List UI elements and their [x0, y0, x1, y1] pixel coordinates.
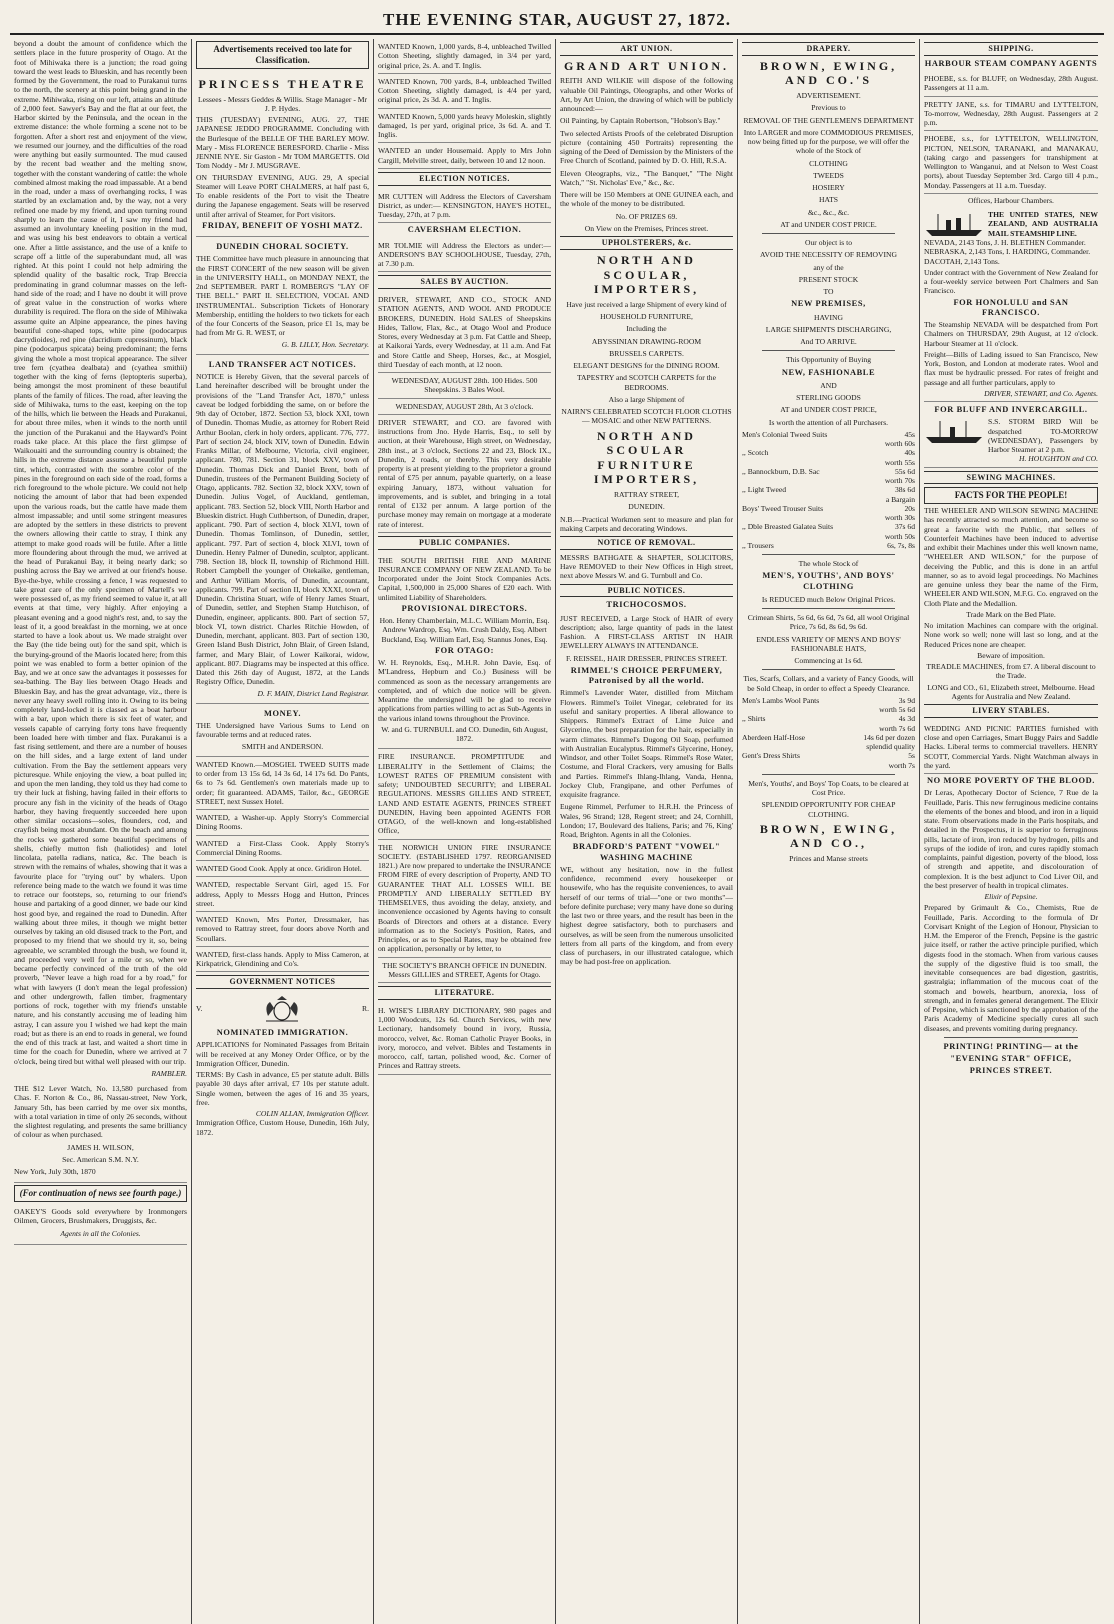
rimmel-body: Rimmel's Lavender Water, distilled from Mitcham Flowers. Rimmel's Toilet Vinegar, celebrated for its useful and sanitary properties. A liberal allowance to Shippers. Rimmel's Extract of Lime Juice and Glycerine, the best preparation for the hair, especially in warm climates. Rimmel's Dugong Oil Soap, perfumed with Australian Eucalyptus. Rimmel's Glycerine, Honey, Windsor, and other Toilet Soaps. Rimmel's Rose Water, Costume, and Floral Crackers, very amusing for Balls and Parties. Rimmel's Ihlang-Ihlang, Vanda, Henna, Jockey Club, Frangipane, and other Perfumes of exquisite fragrance. [560, 688, 733, 799]
price-list-2 [742, 696, 915, 770]
brown-ewing-title-2: BROWN, EWING, AND CO., [759, 821, 898, 851]
removal-header: NOTICE OF REMOVAL. [560, 536, 733, 550]
price-worth: splendid quality [866, 742, 915, 751]
fire-insurance-ad: FIRE INSURANCE. PROMPTITUDE and LIBERALITY in the Settlement of Claims; the LOWEST RATES OF PREMIUM consistent with safety; UNDOUBTED SECURITY; and LIBERAL REGULATIONS. MESSRS GILLIES AND STREET, LAND AND ESTATE AGENTS, PRINCES STREET DUNEDIN, Having been appointed AGENTS FOR OTAGO, of the well-known and long-established Office, [378, 749, 551, 839]
price-worth: worth 55s [884, 457, 915, 467]
livery-header: LIVERY STABLES. [924, 704, 1098, 718]
price-row [742, 504, 915, 513]
price-item: ,, Dble Breasted Galatea Suits [742, 522, 834, 532]
fashionable: NEW, FASHIONABLE [781, 367, 876, 377]
immigration-body: APPLICATIONS for Nominated Passages from Britain will be received at any Money Order Office, or by the Immigration Officer, Dunedin. [196, 1040, 369, 1068]
money-sig: SMITH and ANDERSON. [241, 741, 324, 751]
trichocosmos: TRICHOCOSMOS. [606, 600, 687, 610]
advertisement-line: ADVERTISEMENT. [796, 91, 861, 100]
price-row [742, 696, 915, 705]
watch-date: New York, July 30th, 1870 [14, 1167, 96, 1176]
wedding-ad: WEDDING AND PICNIC PARTIES furnished with close and open Carriages, Smart Buggy Pairs and Saddle Hacks. Liberal terms to commercial travellers. HENRY SCOTT, Commercial Yards. Night Watchman always in the yard. [924, 721, 1098, 774]
price-value: 14s 6d per dozen [863, 732, 915, 742]
members: There will be 150 Members at ONE GUINEA each, and the whole of the money to be distributed. [560, 190, 733, 209]
inglis-ad-2: WANTED Known, 700 yards, 8-4, unbleached Twilled Cotton Sheeting, slightly damaged, is 4/4 per yard, original price, 2s 3d. A. and T. Inglis. [378, 74, 551, 109]
price-value: 20s [904, 503, 915, 513]
branch-office: THE SOCIETY'S BRANCH OFFICE IN DUNEDIN. Messrs GILLIES and STREET, Agents for Otago. [378, 958, 551, 984]
housemaid-ad: WANTED an under Housemaid. Apply to Mrs John Cargill, Melville street, daily, between 10 and 12 noon. [378, 143, 551, 169]
column-3 [374, 39, 556, 1624]
price-row [742, 522, 915, 531]
avoid-line: AVOID THE NECESSITY OF REMOVING [760, 250, 897, 260]
treadle-line: TREADLE MACHINES, from £7. A liberal discount to the Trade. [926, 662, 1096, 681]
tapestry: TAPESTRY and SCOTCH CARPETS for the BEDROOMS. [577, 373, 716, 392]
hosiery: HOSIERY [812, 183, 845, 192]
etc: &c., &c., &c. [807, 207, 850, 217]
at-under-cost: AT and UNDER COST PRICE, [780, 405, 877, 415]
crest-r: R. [362, 1004, 369, 1014]
household: HOUSEHOLD FURNITURE, [600, 312, 693, 321]
contract-line: Under contract with the Government of New Zealand for a four-weekly service between Port Chalmers and San Francisco. [924, 267, 1098, 296]
turnbull-sig: W. and G. TURNBULL and CO. Dunedin, 6th August, 1872. [381, 724, 548, 743]
price-item: ,, Light Tweed [742, 485, 787, 495]
upholsterers-header: UPHOLSTERERS, &c. [560, 236, 733, 250]
facts-head: FACTS FOR THE PEOPLE! [924, 487, 1098, 504]
price-row [742, 467, 915, 476]
price-worth: worth 5s 6d [879, 705, 915, 714]
price-value: 6s, 7s, 8s [887, 540, 915, 550]
price-row [742, 448, 915, 457]
money-head: MONEY. [263, 708, 302, 718]
north-body: Have just received a large Shipment of every kind of [566, 299, 727, 309]
wanted-ad-5: WANTED, respectable Servant Girl, aged 15. For address, Apply to Messrs Hogg and Hutton, Princes street. [196, 877, 369, 912]
price-item: Gent's Dress Shirts [742, 751, 800, 761]
elegant: ELEGANT DESIGNS for the DINING ROOM. [573, 361, 720, 370]
also-shipment: Also a large Shipment of [608, 394, 685, 404]
price-worth: worth 60s [884, 439, 915, 448]
royal-crest-icon [260, 994, 304, 1024]
driver-ad-2: DRIVER STEWART, and CO. are favored with instructions from Jno. Hyde Harris, Esq., to sell by auction, at their Warehouse, High street, on Wednesday, 28th inst., at 3 o'clock, Sections 22 and 23, Block IX., Dunedin, 2 roads, or thereby. This very desirable property is at present yielding to the proprietor a ground rental of £75 per annum, payable quarterly, on a lease expiring January, 1873, without valuation for improvements, and is sublet, and bringing in a total rental of £132 per annum. A large portion of the purchase money may remain on mortgage at a moderate rate of interest. [378, 415, 551, 533]
including: Including the [626, 324, 667, 334]
continuation-note: (For continuation of news see fourth page.) [14, 1185, 187, 1202]
tweeds: TWEEDS [813, 170, 844, 180]
at-cost: AT and UNDER COST PRICE. [780, 219, 877, 229]
public-companies-header: PUBLIC COMPANIES. [378, 536, 551, 550]
thursday-steamer: ON THURSDAY EVENING, AUG. 29, A special Steamer will Leave PORT CHALMERS, at half past 6, To enable residents of the Port to visit the Theatre during the Japanese engagement. Seats will be reserved until after arrival of Steamer, for Port visitors. [196, 172, 369, 219]
price-value: 38s 6d [894, 485, 915, 495]
driver-ad-1: DRIVER, STEWART, AND CO., STOCK AND STATION AGENTS, AND WOOL AND PRODUCE BROKERS, DUNEDIN. Hold SALES of Sheepskins Hides, Tallow, Flax, &c., at Otago Wool and Produce Stores, every Wednesday at 3 p.m. Fat Cattle and Sheep, at Kaikorai Yards, every Wednesday, at 11 a.m. And Fat and Store Cattle and Sheep, Horses, &c., at Mosgiel, third Tuesday of each month, at 12 noon. [378, 292, 551, 373]
land-body: NOTICE is Hereby Given, that the several parcels of Land hereinafter described will be brought under the provisions of the "Land Transfer Act, 1870," unless caveat be lodged forbidding the same, on or before the 9th day of October, 1872. Section 53, block XXI, town of Dunedin. Thomas Mudie, as attorney for Robert Reid Arthur Boolan, clerk in holy orders, applicant. 776, 777. Part of section 24, block XIV, town of Dunedin. Edwin Franks Millar, of Melbourne, Victoria, civil engineer, applicant. 780, 781. Section 31, block XXV, town of Dunedin. Thomas Dick and Daniel Brent, both of Dunedin, trustees of the Permanent Building Society of Otago, applicants. 782. Section 32, block XXV, town of Dunedin. Julius Vogel, of Auckland, gentleman, applicant. 783. Section 52, block VIII, North Harbor and Blueskin district. Hugh Cuthbertson, of Dunedin, draper, applicant. 790. Part of section 4, block XLVI, town of Dunedin. Thomas Tomlinson, of Dunedin, settler, applicant. 797. Part of section 4, block XLVI, town of Dunedin. Henry Palmer of Dunedin, sculptor, applicant. 798. Section 18, block II, township of Richmond Hill. Robert Campbell the younger of Otekaike, gentleman, and Arthur William Morris, of Dunedin, accountant, applicants. 799. Part of section II, block XXXI, town of Dunedin. Christina Stuart, wife of Henry James Stuart, of Dunedin, settler, and Stephen Stamp Hutchison, of Dunedin, engineer, applicants. 800. Part of section 57, block VI, town district. Charles Ritchie Howden, of Dunedin, merchant, applicant. 803. Part of section 130, Green Island Bush District, John Blair, of Green Island, farmer, and Mary Blair, of Lower Kaikorai, widow, applicant. 807. Diagrams may be inspected at this office. Dated this 26th day of August, 1872, at the Lands Registry Office, Dunedin. [196, 372, 369, 687]
land-transfer-ad [196, 355, 369, 704]
divider [762, 554, 895, 555]
price-item: ,, Shirts [742, 714, 766, 724]
bathgate-ad: MESSRS BATHGATE & SHAPTER, SOLICITORS, Have REMOVED to their New Offices in High street, next above Messrs W. and G. Turnbull and Co. [560, 552, 733, 581]
elixir-head: Elixir of Pepsine. [984, 892, 1038, 902]
overcoats-line: Men's, Youths', and Boys' Top Coats, to be cleared at Cost Price. [748, 778, 909, 797]
long-co: LONG and CO., 61, Elizabeth street, Melbourne. Head Agents for Australia and New Zealand. [927, 682, 1095, 701]
north-scoular-title: NORTH AND SCOULAR, IMPORTERS, [593, 252, 700, 297]
divider [762, 608, 895, 609]
harbour-steam: HARBOUR STEAM COMPANY AGENTS [924, 58, 1098, 68]
sterling: STERLING GOODS [796, 393, 861, 402]
choral-sig: G. B. LILLY, Hon. Secretary. [281, 339, 369, 349]
cutten-ad: MR CUTTEN will Address the Electors of Caversham District, as under:— KENSINGTON, HAYE'S HOTEL, Tuesday, 27th, at 7 p.m. [378, 189, 551, 224]
theatre-body: THIS (TUESDAY) EVENING, AUG. 27, THE JAPANESE JEDDO PROGRAMME. Concluding with the Burlesque of the BELLE OF THE BARLEY MOW. Mary - Miss FLORENCE BERESFORD. Charlie - Miss JENNIE NYE. Sir Gaston - Mr TOM MARGETTS. Old Tom Noddy - Mr J. MUSGRAVE. [196, 115, 369, 171]
column-6 [920, 39, 1102, 1624]
price-value: 37s 6d [894, 522, 915, 532]
steamship-icon [924, 419, 984, 445]
bluff-head: FOR BLUFF AND INVERCARGILL. [934, 405, 1088, 414]
inglis-ad-3: WANTED Known, 5,000 yards heavy Moleskin, slightly damaged, 1s per yard, original price, 3s 6d. A. and T. Inglis. [378, 109, 551, 144]
princes-street: PRINCES STREET. [969, 1066, 1053, 1076]
price-item: ,, Bannockburn, D.B. Sac [742, 466, 820, 476]
wednesday-sale-1: WEDNESDAY, AUGUST 28th. 100 Hides. 500 Sheepskins. 3 Bales Wool. [378, 373, 551, 399]
removal-line: REMOVAL OF THE GENTLEMEN'S DEPARTMENT [743, 115, 914, 125]
wanted-ad-6: WANTED Known, Mrs Porter, Dressmaker, has removed to Rattray street, four doors above North and Scoullars. [196, 912, 369, 947]
nebraska-line: NEBRASKA, 2,143 Tons, I. HARDING, Commander. [924, 247, 1091, 257]
crest-row [196, 992, 369, 1026]
watch-sig-1: JAMES H. WILSON, [67, 1142, 134, 1152]
immigration-terms: TERMS: By Cash in advance, £5 per statute adult. Bills payable 30 days after arrival, £7 10s per statute adult. Single women, between the ages of 16 and 35 years, free. [196, 1070, 369, 1107]
united-states-ad [924, 207, 1098, 402]
dacotah-line: DACOTAH, 2,143 Tons. [924, 256, 1000, 266]
price-worth: a Bargain [885, 494, 915, 504]
benefit-line: FRIDAY, BENEFIT OF YOSHI MATZ. [202, 220, 363, 230]
price-value: 5s [908, 751, 915, 761]
divider [762, 669, 895, 670]
whole-stock: The whole Stock of [798, 559, 859, 568]
norwich-ad: THE NORWICH UNION FIRE INSURANCE SOCIETY. (ESTABLISHED 1797. REORGANISED 1821.) Are now prepared to undertake the INSURANCE FROM FIRE of every description of Property, AND TO GUARANTEE THAT ALL LOSSES WILL BE PROMPTLY AND LIBERALLY SETTLED BY THEMSELVES, thus avoiding the delay, anxiety, and inconvenience occasioned by Agents having to consult Boards of Directors and others at a distance. Every information as to the Society's Position, Rates, and Principles, or as to Special Rates, may be obtained free on application, personally or by letter, to [378, 840, 551, 958]
present-stock: PRESENT STOCK [798, 274, 859, 284]
brown-ewing-title: BROWN, EWING, AND CO.'S [759, 58, 898, 88]
and-line: AND [820, 380, 837, 390]
divider [762, 233, 895, 234]
price-worth: worth 50s [884, 531, 915, 541]
price-item: Men's Lambs Wool Pants [742, 695, 820, 705]
choral-body: THE Committee have much pleasure in announcing that the FIRST CONCERT of the new season will be given in the UNIVERSITY HALL, on MONDAY NEXT, the 2nd SEPTEMBER. PART I. ROMBERG'S "LAY OF THE BELL." PART II. SELECTION, VOCAL AND INSTRUMENTAL. Subscription Tickets of Honorary Membership, entitling the holders to two tickets for each of the four Concerts of the Season, price £1 1s, may be had from Mr G. R. WEST, or [196, 254, 369, 338]
rimmel-head: RIMMEL'S CHOICE PERFUMERY, Patronised by all the world. [570, 665, 723, 685]
land-sig: D. F. MAIN, District Land Registrar. [257, 688, 369, 698]
hats: HATS [819, 195, 838, 205]
price-value: 55s 6d [894, 466, 915, 476]
art-union-header: ART UNION. [560, 42, 733, 56]
price-row [742, 485, 915, 494]
oakey-ad [14, 1204, 187, 1245]
bradford-body: WE, without any hesitation, now in the fullest confidence, recommend every housekeeper or housewife, who has the requisite conveniences, to avail herself of our terms of trial—"one or two months"—before definite purchase; very many have done so during the last two or three years, and the result has been in the highest degree satisfactory, both to purchasers and ourselves, as will be seen from the numerous unsolicited letters from all parts of the kingdom, and from every class of purchasers, in our illustrated catalogue, which may be had post-free on application. [560, 864, 733, 967]
poverty-head: NO MORE POVERTY OF THE BLOOD. [926, 776, 1096, 786]
clothing: CLOTHING [809, 158, 848, 168]
offices-line: Offices, Harbour Chambers. [968, 195, 1054, 205]
elixir-body: Prepared by Grimault & Co., Chemists, Rue de Feuillade, Paris. According to the formula of Dr Corvisart Knight of the Legion of Honour, Physician to H.M. the Emperor of the French, Pepsine is the gastric juice itself, or rather the active principle purified, which digests food in the stomach. When from various causes the supply of the digestive fluid is too small, the inevitable consequences are bad digestion, gastritis, gastralgia; inflammation of the mucous coat of the stomach and bowels, heartburn, anorexia, loss of strength, and in females general derangement. The Elixir of Pepsine, which is sanctioned by the approbation of the Paris Academy of Medicine specially cures all such diseases, and prevents vomiting during pregnancy. [924, 903, 1098, 1033]
bradford-head: BRADFORD'S PATENT "VOWEL" WASHING MACHINE [572, 842, 721, 862]
brussels: BRUSSELS CARPETS. [609, 348, 684, 358]
public-notices-header: PUBLIC NOTICES. [560, 584, 733, 598]
oil-painting: Oil Painting, by Captain Robertson, "Hobson's Bay." [560, 116, 721, 126]
driver-agents: DRIVER, STEWART, and Co. Agents. [984, 388, 1098, 398]
imitation-line: No imitation Machines can compare with the original. None work so well; none will last so long, and at the Reduced Prices none are cheaper. [924, 621, 1098, 649]
reith-body: REITH AND WILKIE will dispose of the following valuable Oil Paintings, Oleographs, and other Works of Art, by Art Union, the drawing of which will be publicly announced:— [560, 76, 733, 114]
mens-youths: MEN'S, YOUTHS', AND BOYS' CLOTHING [762, 571, 895, 591]
wednesday-sale-2: WEDNESDAY, AUGUST 28th, At 3 o'clock. [378, 399, 551, 415]
price-row [742, 751, 915, 760]
price-item: Boys' Tweed Trouser Suits [742, 503, 824, 513]
rattray: RATTRAY STREET, [613, 490, 680, 499]
grand-art-union: GRAND ART UNION. [563, 58, 730, 73]
wanted-ad-3: WANTED a First-Class Cook. Apply Storry's Commercial Dining Rooms. [196, 836, 369, 862]
having-line: HAVING [814, 312, 843, 322]
into-premises: Into LARGER and more COMMODIOUS PREMISES, now being fitted up for the purpose, we will offer the whole of the Stock of [743, 127, 914, 156]
nb-line: N.B.—Practical Workmen sent to measure and plan for making Carpets and decorating Windows. [560, 514, 733, 533]
houghton-sig: H. HOUGHTON and CO. [1019, 454, 1098, 464]
dunedin-line: DUNEDIN. [628, 502, 665, 512]
nominated-head: NOMINATED IMMIGRATION. [216, 1028, 349, 1038]
masthead: THE EVENING STAR, AUGUST 27, 1872. [10, 6, 1104, 35]
nevada-line: NEVADA, 2143 Tons, J. H. BLETHEN Commander. [924, 238, 1086, 247]
phoebe-ad: PHOEBE, s.s. for BLUFF, on Wednesday, 28th August. Passengers at 11 a.m. [924, 71, 1098, 97]
phoebe-ad-2: PHOEBE, s.s., for LYTTELTON, WELLINGTON, PICTON, NELSON, TARANAKI, and MANAKAU, (taking cargo and passengers for transhipment at Wellington to Wanganui, and at Nelson to West Coast ports), about Tuesday September 3rd. Cargo till 4 p.m., Monday. Passengers at 11 a.m. Tuesday. [924, 131, 1098, 194]
wanted-ad-7: WANTED, first-class hands. Apply to Miss Cameron, at Kirkpatrick, Glendining and Co's. [196, 947, 369, 973]
auction-header: SALES BY AUCTION. [378, 275, 551, 289]
otago-body: W. H. Reynolds, Esq., M.H.R. John Davie, Esq. of M'Landress, Hepburn and Co.) Business will be commenced as soon as the necessary arrangements are completed, and of which due notice will be given. Meantime the undersigned will be glad to receive applications from parties willing to act as Sub-Agents in the various inland towns throughout the Province. [378, 658, 551, 723]
price-item: Aberdeen Half-Hose [742, 732, 806, 742]
hair-received: JUST RECEIVED, a Large Stock of HAIR of every description; also, large quantity of pads in the latest Fashion. A FIRST-CLASS ARTIST IN HAIR JEWELLERY ALWAYS IN ATTENDANCE. [560, 613, 733, 651]
object-line: Our object is to [804, 238, 853, 247]
sewing-header: SEWING MACHINES. [924, 471, 1098, 485]
gov-notices-header: GOVERNMENT NOTICES [196, 975, 369, 989]
price-value: 4s 3d [898, 714, 915, 724]
previous-to: Previous to [811, 103, 846, 113]
wanted-ad-4: WANTED Good Cook. Apply at once. Gridiron Hotel. [196, 861, 369, 877]
any-of: any of the [813, 262, 844, 272]
column-1 [10, 39, 192, 1624]
shipping-header: SHIPPING. [924, 42, 1098, 56]
oakey-body: OAKEY'S Goods sold everywhere by Ironmongers Oilmen, Grocers, Brushmakers, Druggists, &c. [14, 1207, 187, 1226]
late-ads-header: Advertisements received too late for Classification. [196, 41, 369, 69]
column-4 [556, 39, 738, 1624]
printing-head: PRINTING! PRINTING— at the [943, 1041, 1079, 1051]
watch-ad-body: THE $12 Lever Watch, No. 13,580 purchased from Chas. F. Norton & Co., 86, Nassau-street, New York, January 5th, has been carried by me over six months, with a total variation in time of only 26 seconds, without the slightest regulating, and presents the same brilliancy of colour as when purchased. [14, 1084, 187, 1140]
new-premises: NEW PREMISES, [791, 299, 866, 309]
large-shipments: LARGE SHIPMENTS DISCHARGING, [765, 324, 892, 334]
worth-attention: Is worth the attention of all Purchasers. [768, 417, 889, 427]
opportunity: This Opportunity of Buying [785, 355, 871, 365]
price-row [742, 541, 915, 550]
office-line: "EVENING STAR" OFFICE, [950, 1054, 1072, 1064]
prizes: No. OF PRIZES 69. [615, 211, 678, 221]
commencing-line: Commencing at 1s 6d. [794, 656, 863, 665]
oakey-agents: Agents in all the Colonies. [60, 1228, 141, 1238]
honolulu-line: FOR HONOLULU and SAN FRANCISCO. [953, 297, 1069, 317]
caversham-head: CAVERSHAM ELECTION. [407, 225, 522, 235]
divider [762, 350, 895, 351]
price-row [742, 733, 915, 742]
to-line: TO [823, 287, 834, 296]
storm-bird-body: S.S. STORM BIRD Will be despatched TO-MORROW (WEDNESDAY), Passengers by Harbor Steamer at 2 p.m. [988, 417, 1098, 454]
column-5 [738, 39, 920, 1624]
theatre-title: PRINCESS THEATRE [198, 76, 367, 91]
tolmie-ad: MR TOLMIE will Address the Electors as under:— ANDERSON'S BAY SCHOOLHOUSE, Tuesday, 27th, at 7.30 p.m. [378, 238, 551, 273]
price-value: 40s [904, 448, 915, 458]
price-value: 3s 9d [898, 695, 915, 705]
price-worth: worth 7s 6d [879, 723, 915, 733]
inglis-ad-1: WANTED Known, 1,000 yards, 8-4, unbleached Twilled Cotton Sheeting, slightly damaged, in 3/4 per yard, original price, 2s. A. and T. Inglis. [378, 39, 551, 74]
reduced-line: Is REDUCED much Below Original Prices. [761, 594, 896, 604]
directors-head: PROVISIONAL DIRECTORS. [401, 603, 528, 613]
watch-sig-2: Sec. American S.M. N.Y. [62, 1154, 139, 1164]
view-line: On View on the Premises, Princes street. [584, 223, 709, 233]
price-worth: worth 70s [884, 476, 915, 485]
nevada-sailing: The Steamship NEVADA will be despatched from Port Chalmers on THURSDAY, 29th August, at 12 o'clock. Harbour Steamer at 11 o'clock. [924, 320, 1098, 348]
wanted-ad-2: WANTED, a Washer-up. Apply Storry's Commercial Dining Rooms. [196, 810, 369, 836]
trade-mark: Trade Mark on the Bed Plate. [966, 609, 1056, 619]
pretty-jane-ad: PRETTY JANE, s.s. for TIMARU and LYTTELTON, To-morrow, Wednesday, 28th August. Passengers at 2 p.m. [924, 97, 1098, 132]
shirts-line: Crimean Shirts, 5s 6d, 6s 6d, 7s 6d, all wool Original Price, 7s 6d, 8s 6d, 9s 6d. [747, 613, 910, 632]
divider [944, 1037, 1078, 1038]
price-item: Men's Colonial Tweed Suits [742, 429, 828, 439]
crest-v: V. [196, 1004, 203, 1014]
south-british-ad [378, 553, 551, 750]
ties-line: Ties, Scarfs, Collars, and a variety of Fancy Goods, will be Sold Cheap, in order to effect a Speedy Clearance. [743, 674, 914, 693]
endless-variety: ENDLESS VARIETY OF MEN'S AND BOYS' FASHIONABLE HATS, [756, 634, 901, 653]
price-worth: worth 7s [888, 760, 915, 770]
wanted-ad-1: WANTED Known.—MOSGIEL TWEED SUITS made to order from 13 15s 6d, 14 3s 6d, 14 17s 6d. Do Pants, 6s to 7s 6d. Gentlemen's own materials made up to order; fit guaranteed. ADAMS, Tailor, &c., GEORGE STREET, next Sussex Hotel. [196, 757, 369, 810]
columns [10, 39, 1104, 1624]
choral-head: DUNEDIN CHORAL SOCIETY. [216, 242, 349, 252]
price-list-1 [742, 430, 915, 550]
arrive-line: And TO ARRIVE. [800, 337, 857, 346]
election-header: ELECTION NOTICES. [378, 172, 551, 186]
artists-proofs: Two selected Artists Proofs of the celebrated Disruption picture (containing 450 Portraits) representing the signing of the Deed of Demission by the Ministers of the Free Church of Scotland, painted by D. O. Hill, R.S.A. [560, 128, 733, 166]
north-scoular-title-2: NORTH AND SCOULAR FURNITURE IMPORTERS, [593, 428, 700, 487]
immigration-sig: COLIN ALLAN, Immigration Officer. [255, 1109, 369, 1119]
land-head: LAND TRANSFER ACT NOTICES. [208, 359, 357, 369]
article-signature: RAMBLER. [151, 1068, 187, 1078]
leras-body: Dr Leras, Apothecary Doctor of Science, 7 Rue de la Feuillade, Paris. This new ferruginous medicine contains the elements of the bones and blood, and iron in a liquid state. From observations made in the Paris hospitals, and detailed in the Prospectus, it is superior to ferruginous pills, lactate of iron, iron reduced by hydrogen, pills and syrups of the iodide of iron, and cures rapidly stomach complaints, painful digestion, poverty of the blood, loss of strength and appetite, and discolouration of complexion. It is the best adjunct to Cod Liver Oil, and the best preserver of health in tropical climates. [924, 788, 1098, 890]
reissel: F. REISSEL, HAIR DRESSER, PRINCES STREET. [565, 653, 728, 663]
wheeler-body: THE WHEELER AND WILSON SEWING MACHINE has recently attracted so much attention, and become so great a favorite with the Public, that sellers of Counterfeit Machines have been induced to advertise and exhibit their Machines under this well known name, "WHEELER AND WILSON," for the purpose of deceiving the Public, and this is done in an artful manner, so as to avoid legal proceedings. No Machines are genuine unless they bear the name of the Firm, WHEELER AND WILSON, M.F.G. Co. engraved on the Cloth Plate and the Medallion. [924, 506, 1098, 608]
literature-header: LITERATURE. [378, 986, 551, 1000]
price-row [742, 430, 915, 439]
divider [762, 774, 895, 775]
princes-manse: Princes and Manse streets [789, 854, 868, 863]
united-states-title: THE UNITED STATES, NEW ZEALAND, AND AUSTRALIA MAIL STEAMSHIP LINE. [988, 210, 1098, 238]
article-text: beyond a doubt the amount of confidence which the settlers place in the future prosperity of Otago. At the foot of Mihiwaka there is a junction; the road going toward the west leads to Blueskin, and has recently been formed by the Government, the road to Purakanui turns to the north, the scenery at this point being grand in the extreme. Mihiwaka, rising on our left, attains an altitude of 2,000 feet. Sawyer's Bay and the flat at our feet, the Harbor skirted by the Peninsula, and the ocean in the extreme distance: the whole forming a scene not to be forgotten. After a short rest and enjoyment of the view, we resumed our journey, and the difficulties of the road were anything but easily surmounted. The mud caused by the recent bad weather and the melting snow, together with the constant wandering of cattle: the whole combined almost making the road impassable. At a bend in the road, under a mass of overhanging rocks, I was startled by an exclamation and, by the way, not a very refined one made by my friend, and upon turning round sharply to learn the cause of it, I saw my friend had assumed an involuntary kneeling position in the mud, and was using his best endeavors to obtain a vertical one. After a little assistance, and the use of a knife to scrape off a little of the superabundant mud, all was righted. At this point I could not help admiring the splendid quality of the basaltic rock, Trap Breccia predominating in grand columnar masses on the left-hand side of the road; and I have no doubt it will prove of great value in the construction of works where durability is required. The flora on the side of Mihiwaka assume quite an Alpine appearance, the pines having beautiful cone-shaped tops, white pine (podocarpus dacrydioides), red pine (dacridium cupressinum), black pine (podocarpus spicata) being predominant; the ferns giving the whole a most tropical appearance. The silver tree fern (cyathea dealbata) and (cyathea smithii) together with the king of ferns (leptopteris superba), being amongst the most prominent of these beautiful plants of the family of filices. The road, after leaving the side of Mihiwaka, turns to the east, keeping on the top of the hills, which lie between the Heads and Purakanui, for about three miles, when it winds to the north until the junction of the Purakanui and the Hayward's Point roads take place. At this place the first glimpse of Waikouaiti and the surrounding country is obtained; the hills in the extreme distance assume a beautiful purple tint, which, contrasted with the sombre color of the pines in the foreground on each side of the road, forms a rich foreground to the whole picture. We could not help noticing the amount of labor that had been expended upon the various roads, but the cattle have made them almost impassable; and until some stringent measures are adopted by the settlers in these districts to prevent the owners allowing their cattle to stray, I think any attempt to make good roads will be futile. After a little more floundering about through the mud, we arrived at the head of Purakanui Bay, it being nearly dark; so pushing across the Bay we arrived at our friend's house. Bye-the-bye, while crossing a fence, I was requested to take great care of the only specimen of Martell's we were possessed of, as my friend seemed to value it, at all events at that time, very highly. After enjoying a pleasant evening and a good night's rest, and, to say the least of it, a good breakfast in the morning, we at once started to have a look about us. We made straight over the Bay (the tide being out) for the sand spit, which is the burying-ground of the Maoris located here; from this point we was enabled to form a better opinion of the Bay, and we at once saw the advantages it possesses for sea-bathing. The Bay lies between Otago Heads and Blueskin Bay, and has the great advantage, viz., there is never any heavy swell rolling into it. Owing to its being completely land-locked it is classed as a boat harbour with a bar, upon which there is six feet of water, and vessels capable of carrying forty tons have frequently been loaded here with timber and flax. Purakanui is a fast rising settlement, and there are a number of houses on the hill sides, and a large extent of land under cultivation. From the Bay the settlement appears very picturesque. While enjoying the view, a boat pulled in; and upon the men landing, they told us they had come to try their luck at fishing, having failed in their efforts to procure any fish in the vicinity of the heads of Otago harbor, they having frequently succeeded here upon other similar occasions—soles, flounders, cod, and crayfish being most abundant. On the beach and among the rocks we gathered some beautiful specimens of shells, chiefly mutton fish (haliotides) and lotel lincolata, patella radians, natica, &c. The beach is strewn with the remains of whales, showing that it was a favourite place for "trying out" by whalers. Upon reference being made to the watch we found it was time to retrace our footsteps, so, returning to our friend's house and partaking of a good dinner, we bade our kind host good bye, and regained the road to Dunedin. After walking about three miles, it though we might better ourselves by taking an old disused track to the Port, and proposed to my friend that we should try it, so, being agreeable, we scrambled through the bush, we found it, and proceeded very well for a mile or so, when we became perfectly convinced of the truth of the old proverb, "Never leave a high road for a by road," for what with lawyers (I don't mean the legal profession) and other undergrowth, fallen timber, fragmentary portions of rock, together with my friend's unstable nature, and his constantly accusing me of leading him astray, I can assure you I wished we had kept the main road; but as there is an end to roads in general, we found the end of this track at last, and waited a short time in time for the coach for Dunedin, where we arrived at 7 o'clock, being tired but withal well pleased with our trip. [14, 39, 187, 1066]
choral-ad [196, 237, 369, 355]
drapery-header: DRAPERY. [742, 42, 915, 56]
steamship-icon [924, 212, 984, 238]
immigration-footer: Immigration Office, Custom House, Dunedin, 16th July, 1872. [196, 1118, 369, 1137]
splendid-line: SPLENDID OPPORTUNITY FOR CHEAP CLOTHING. [761, 800, 896, 819]
money-body: THE Undersigned have Various Sums to Lend on favourable terms and at reduced rates. [196, 721, 369, 740]
nairn: NAIRN'S CELEBRATED SCOTCH FLOOR CLOTHS— MOSAIC and other NEW PATTERNS. [561, 407, 732, 426]
watch-ad [14, 1081, 187, 1183]
abyssinian: ABYSSINIAN DRAWING-ROOM [591, 336, 702, 346]
freight-line: Freight—Bills of Lading issued to San Francisco, New York, Boston, and London at moderate rates. Wool and flax must be hydraulic pressed. For rates of freight and passage and all further particulars, apply to [924, 349, 1098, 387]
price-value: 45s [904, 429, 915, 439]
price-item: ,, Scotch [742, 448, 769, 458]
price-item: ,, Trousers [742, 540, 774, 550]
directors-list: Hon. Henry Chamberlain, M.L.C. William Morrin, Esq. Andrew Wardrop, Esq. Wm. Crush Daldy, Esq. Albert Buckland, Esq. William Earl, Esq. Stannus Jones, Esq. [379, 616, 550, 644]
rimmel-footer: Eugene Rimmel, Perfumer to H.R.H. the Princess of Wales, 96 Strand; 128, Regent street; and 24, Cornhill, London; 17, Boulevard des Italiens, Paris; and 76, King' Road, Brighton. Agents in all the Colonies. [560, 802, 733, 839]
price-worth: worth 30s [884, 513, 915, 522]
price-row [742, 714, 915, 723]
beware-line: Beware of imposition. [977, 650, 1045, 660]
money-ad [196, 704, 369, 757]
wise-ad: H. WISE'S LIBRARY DICTIONARY, 980 pages and 1,000 Woodcuts, 12s 6d. Church Services, with new Lectionary, handsomely bound in ivory, Russia, morocco, velvet, &c. Roman Catholic Prayer Books, in ivory, morocco, and velvet. Bibles and Testaments in morocco, calf, tartan, polished wood, &c. Corner of Princes and Rattray streets. [378, 1003, 551, 1075]
column-2 [192, 39, 374, 1624]
south-british-body: THE SOUTH BRITISH FIRE AND MARINE INSURANCE COMPANY OF NEW ZEALAND. To be Incorporated under the Joint Stock Companies Acts. Capital, 1,500,000 in 25,000 Shares of £20 each. With unlimited Liability of Shareholders. [378, 555, 551, 602]
storm-bird-ad [924, 402, 1098, 468]
theatre-ad [196, 71, 369, 237]
theatre-lessees: Lessees - Messrs Geddes & Willis. Stage Manager - Mr J. P. Hydes. [197, 94, 368, 113]
oleographs: Eleven Oleographs, viz., "The Banquet," "The Night Watch," "St. Nicholas' Eve," &c., &c. [560, 168, 733, 187]
otago-head: FOR OTAGO: [434, 645, 495, 655]
